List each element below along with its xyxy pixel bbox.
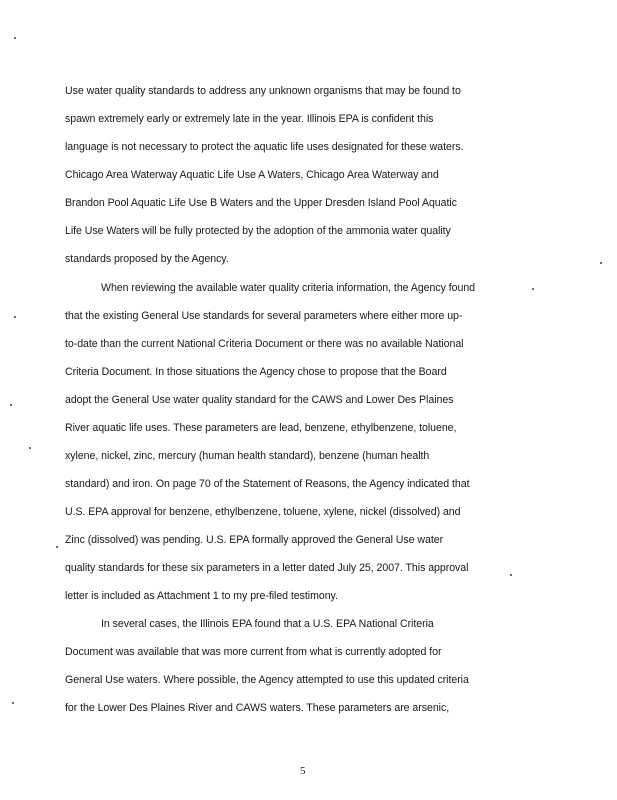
text-line: quality standards for these six parameters in a letter dated July 25, 2007. This approval: [65, 562, 469, 574]
text-line: Criteria Document. In those situations the Agency chose to propose that the Board: [65, 366, 447, 378]
text-line: xylene, nickel, zinc, mercury (human health standard), benzene (human health: [65, 450, 430, 462]
scan-speck: [10, 404, 12, 406]
scan-speck: [12, 702, 14, 704]
text-line: spawn extremely early or extremely late in the year. Illinois EPA is confident this: [65, 113, 434, 125]
page-number: 5: [300, 765, 306, 777]
text-line: standard) and iron. On page 70 of the Statement of Reasons, the Agency indicated that: [65, 478, 470, 490]
text-line: to-date than the current National Criteria Document or there was no available National: [65, 338, 464, 350]
text-line: Zinc (dissolved) was pending. U.S. EPA formally approved the General Use water: [65, 534, 444, 546]
scan-speck: [56, 546, 58, 548]
text-line: Use water quality standards to address any unknown organisms that may be found to: [65, 85, 461, 97]
text-line: standards proposed by the Agency.: [65, 253, 229, 265]
scan-speck: [29, 447, 31, 449]
text-line: for the Lower Des Plaines River and CAWS waters. These parameters are arsenic,: [65, 702, 450, 714]
text-line: Brandon Pool Aquatic Life Use B Waters and the Upper Dresden Island Pool Aquatic: [65, 197, 457, 209]
text-line: Document was available that was more current from what is currently adopted for: [65, 646, 442, 658]
text-line: that the existing General Use standards for several parameters where either more up-: [65, 310, 463, 322]
paragraph-first-line: In several cases, the Illinois EPA found that a U.S. EPA National Criteria: [101, 618, 434, 630]
scan-speck: [532, 288, 534, 290]
text-line: River aquatic life uses. These parameters are lead, benzene, ethylbenzene, toluene,: [65, 422, 457, 434]
scan-speck: [14, 37, 16, 39]
scan-speck: [600, 262, 602, 264]
text-line: Life Use Waters will be fully protected by the adoption of the ammonia water quality: [65, 225, 451, 237]
text-line: General Use waters. Where possible, the Agency attempted to use this updated criteria: [65, 674, 469, 686]
scan-speck: [14, 316, 16, 318]
paragraph-first-line: When reviewing the available water quality criteria information, the Agency found: [101, 282, 475, 294]
text-line: U.S. EPA approval for benzene, ethylbenzene, toluene, xylene, nickel (dissolved) and: [65, 506, 461, 518]
text-line: Chicago Area Waterway Aquatic Life Use A Waters, Chicago Area Waterway and: [65, 169, 439, 181]
text-line: letter is included as Attachment 1 to my pre-filed testimony.: [65, 590, 338, 602]
scan-speck: [510, 574, 512, 576]
text-line: adopt the General Use water quality standard for the CAWS and Lower Des Plaines: [65, 394, 454, 406]
text-line: language is not necessary to protect the aquatic life uses designated for these waters.: [65, 141, 464, 153]
